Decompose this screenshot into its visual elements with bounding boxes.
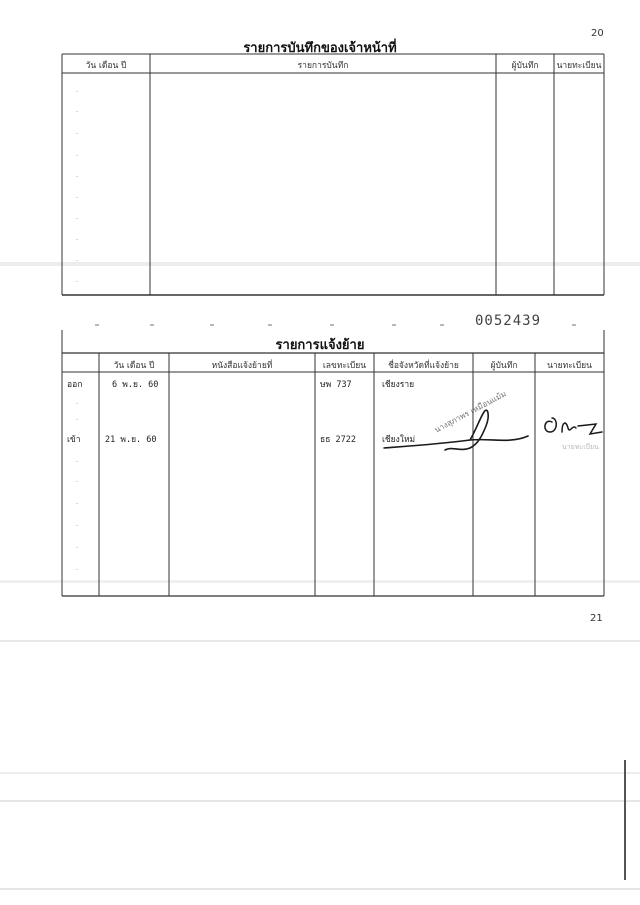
header-record: รายการบันทึก [297, 61, 349, 71]
page-number-bottom: 21 [590, 613, 603, 624]
page-number-top: 20 [591, 28, 604, 39]
header-recorder: ผู้บันทึก [511, 61, 539, 71]
row-marker: - [76, 88, 79, 95]
registrar-stamp: นายทะเบียน [562, 443, 599, 451]
header-date: วัน เดือน ปี [85, 61, 127, 71]
row-marker: - [76, 130, 79, 137]
relocation-title: รายการแจ้งย้าย [275, 338, 365, 353]
row-marker: - [76, 108, 79, 115]
row-marker: - [76, 522, 79, 529]
header-date: วัน เดือน ปี [113, 361, 155, 371]
row-marker: - [76, 278, 79, 285]
header-relocation-letter: หนังสือแจ้งย้ายที่ [211, 361, 273, 371]
header-recorder: ผู้บันทึก [490, 361, 518, 371]
row-marker: - [76, 173, 79, 180]
row-plate: ธธ 2722 [320, 435, 356, 445]
row-marker: - [76, 544, 79, 551]
header-registrar: นายทะเบียน [556, 61, 602, 71]
row-marker: - [76, 152, 79, 159]
header-province: ชื่อจังหวัดที่แจ้งย้าย [388, 361, 459, 371]
row-marker: - [76, 500, 79, 507]
row-type: ออก [67, 380, 83, 390]
row-marker: - [76, 458, 79, 465]
recorder-stamp: นางสุภาพร เหมือนแม้ม [432, 389, 508, 435]
row-type: เข้า [67, 435, 81, 445]
header-registrar: นายทะเบียน [547, 361, 592, 371]
row-plate: ษพ 737 [320, 380, 352, 390]
row-marker: - [76, 194, 79, 201]
officer-records-title: รายการบันทึกของเจ้าหน้าที่ [243, 41, 397, 56]
row-marker: - [76, 257, 79, 264]
header-plate: เลขทะเบียน [322, 361, 367, 371]
row-marker: - [76, 478, 79, 485]
row-date: 21 พ.ย. 60 [105, 435, 157, 445]
row-marker: - [76, 215, 79, 222]
row-marker: - [76, 566, 79, 573]
row-date: 6 พ.ย. 60 [112, 380, 159, 390]
row-province: เชียงใหม่ [382, 435, 416, 445]
row-marker: - [76, 400, 79, 407]
row-marker: - [76, 416, 79, 423]
row-marker: - [76, 236, 79, 243]
serial-number: 0052439 [475, 313, 542, 329]
row-province: เชียงราย [382, 380, 415, 390]
